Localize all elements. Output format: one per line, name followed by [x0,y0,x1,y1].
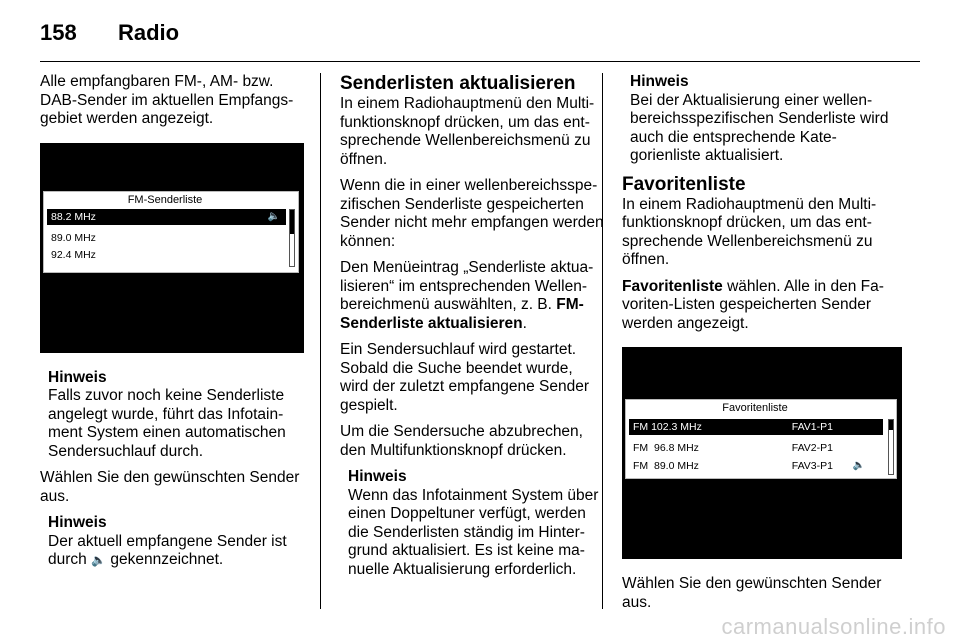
hint-text: Wenn das Infotainment System über einen Doppeltuner verfügt, werden die Senderlisten ständig im Hintergrund aktualisiert. Es ist keine manuelle Aktualisierung erforderlich. [348,486,599,578]
scrollbar-thumb [290,210,294,234]
paragraph [340,259,604,333]
hint-text: Bei der Aktualisierung einer wellenbereichsspezifischen Senderliste wird auch die entsprechende Kategorienliste aktualisiert. [630,91,889,164]
scrollbar [289,209,295,267]
station-frequency: 89.0 MHz [51,231,96,244]
hint-title: Hinweis [630,73,689,90]
speaker-icon: 🔈 [267,210,280,222]
menu-item-reference: Favoritenliste [622,277,723,295]
hint-box [602,73,902,166]
speaker-icon: 🔈 [91,553,107,567]
list-item [47,230,96,246]
select-instruction: Wählen Sie den gewünschten Sender aus. [622,575,882,611]
fm-station-list-screen [40,143,304,353]
station-frequency: 92.4 MHz [51,248,96,261]
list-item [629,458,883,474]
hint-title: Hinweis [48,368,107,386]
speaker-icon: 🔈 [852,460,865,471]
paragraph [622,278,902,334]
intro-paragraph: Alle empfangbaren FM-, AM- bzw. DAB-Sender im aktuellen Empfangsgebiet werden angezeigt. [40,73,294,127]
column-divider [320,73,321,609]
station-frequency: 88.2 MHz [51,210,96,223]
hint-text: Der aktuell empfangene Sender ist durch [48,532,287,568]
select-instruction: Wählen Sie den gewünschten Sender aus. [40,469,300,505]
list-item [47,247,96,263]
list-item [47,209,286,225]
favorites-list-title: Favoritenliste [722,402,788,414]
paragraph: Um die Sendersuche abzubrechen, den Multifunktionsknopf drücken. [340,423,583,459]
paragraph: Ein Sendersuchlauf wird gestartet. Sobald die Suche beendet wurde, wird der zuletzt empfangene Sender gespielt. [340,341,590,414]
menu-item-reference: FM-Senderliste aktualisieren [340,296,584,332]
scrollbar-thumb [889,420,893,430]
section-heading: Favoritenliste [622,173,746,195]
page-number: 158 [40,20,77,45]
list-item [629,419,883,435]
watermark: carmanualsonline.info [721,613,946,639]
column-1 [40,73,304,578]
hint-title: Hinweis [48,514,107,531]
hint-box [40,514,304,570]
hint-title: Hinweis [348,468,407,485]
station-frequency: FM 96.8 MHz [633,442,699,454]
favorite-slot: FAV1-P1 [791,421,833,433]
hint-text: gekennzeichnet. [106,551,224,568]
paragraph-text: Den Menüeintrag „Senderliste aktualisieren“ im entsprechenden Wellenbereichmenü auswählten, z. B. [340,259,594,313]
favorites-list-screen [622,347,902,559]
paragraph-text: wählen. Alle in den Favoriten-Listen gespeicherten Sender werden angezeigt. [622,277,884,332]
list-item [629,440,883,456]
column-3 [622,73,902,620]
page-title: Radio [118,20,180,45]
section-heading: Senderlisten aktualisieren [340,73,576,94]
hint-text: Falls zuvor noch keine Senderliste angelegt wurde, führt das Infotainment System einen automatischen Sendersuchlauf durch. [48,387,286,460]
paragraph: In einem Radiohauptmenü den Multifunktionsknopf drücken, um das entsprechende Wellenbereichsmenü zu öffnen. [340,95,595,168]
favorite-slot: FAV2-P1 [791,442,833,454]
column-2 [340,73,604,587]
scrollbar [888,419,894,475]
paragraph: In einem Radiohauptmenü den Multifunktionsknopf drücken, um das entsprechende Wellenbereichsmenü zu öffnen. [622,195,877,268]
favorites-list-panel [625,399,897,479]
fm-list-panel [43,191,299,273]
paragraph-text: . [522,314,527,332]
hint-box [40,369,304,462]
hint-box [340,468,604,579]
paragraph: Wenn die in einer wellenbereichsspezifischen Senderliste gespeicherten Sender nicht mehr empfangen werden können: [340,177,604,250]
fm-list-title: FM-Senderliste [127,193,203,206]
page-header [40,16,920,62]
station-frequency: FM 102.3 MHz [633,421,702,433]
station-frequency: FM 89.0 MHz [633,460,699,472]
favorite-slot: FAV3-P1 [791,460,833,472]
